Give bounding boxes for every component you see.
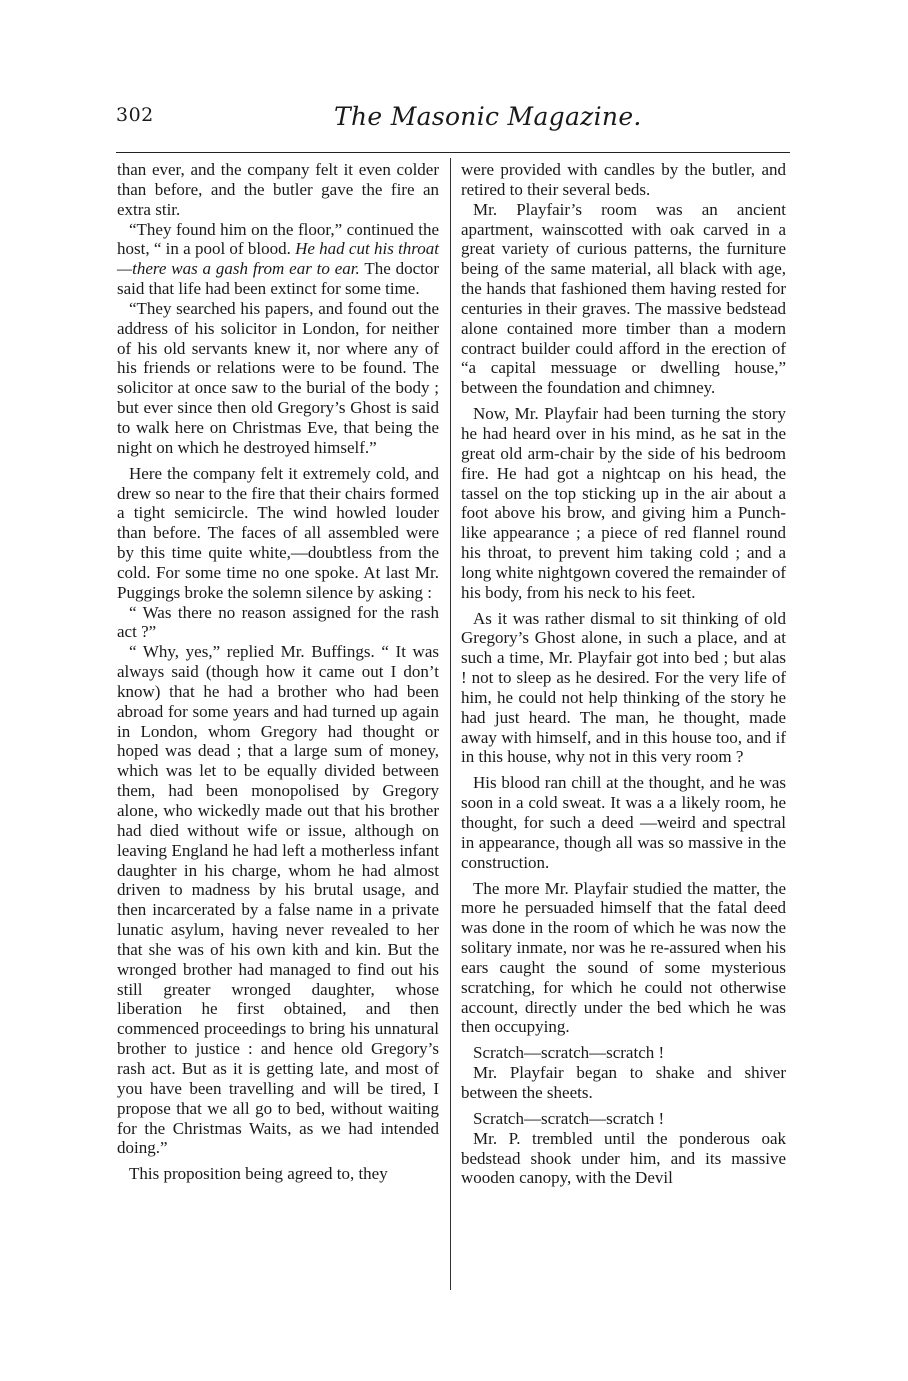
paragraph: Scratch—scratch—scratch ! [473, 1043, 665, 1063]
paragraph: Mr. Playfair began to shake and shiver between the sheets. [461, 1063, 786, 1102]
italic-text: He had cut his throat—there was a gash from ear to ear. [117, 239, 439, 279]
header-rule [116, 152, 790, 153]
paragraph: Here the company felt it extremely cold, and drew so near to the fire that their chairs formed a tight semicircle. The wind howled louder than before. The faces of all assembled were by this time quite white,—doubtless from the cold. For some time no one spoke. At last Mr. Puggings broke the solemn silence by asking : [117, 463, 439, 602]
paragraph: were provided with candles by the butler, and retired to their several beds. [461, 160, 786, 199]
paragraph: His blood ran chill at the thought, and he was soon in a cold sweat. It was a a likely room, he thought, for such a deed —weird and spectral in appearance, though all was so massive in the construction. [461, 773, 786, 872]
text-span: “They found him on the floor,” continued the host, “ in a pool of blood. [117, 219, 439, 259]
left-column [117, 160, 439, 1184]
paragraph: “ Was there no reason assigned for the rash act ?” [117, 602, 439, 642]
paragraph: Mr. P. trembled until the ponderous oak bedstead shook under him, and its massive wooden canopy, with the Devil [461, 1128, 786, 1188]
paragraph: Mr. Playfair’s room was an ancient apartment, wainscotted with oak carved in a great variety of curious patterns, the furniture being of the same material, all black with age, the hands that fashioned them having rested for centuries in their graves. The massive bedstead alone contained more timber than a modern contract builder could afford in the erection of “a capital messuage or dwelling house,” between the foundation and chimney. [461, 199, 786, 398]
text-span: The doctor said that life had been extinct for some time. [117, 259, 440, 299]
paragraph [117, 220, 439, 299]
paragraph: Scratch—scratch—scratch ! [473, 1108, 665, 1128]
paragraph: than ever, and the company felt it even colder than before, and the butler gave the fire an extra stir. [117, 160, 439, 219]
paragraph: The more Mr. Playfair studied the matter, the more he persuaded himself that the fatal deed was done in the room of which he was now the solitary inmate, nor was he re-assured when his ears caught the sound of some mysterious scratching, for which he could not otherwise account, directly under the bed which he was then occupying. [461, 878, 786, 1037]
paragraph: “ Why, yes,” replied Mr. Buffings. “ It was always said (though how it came out I don’t know) that he had a brother who had been abroad for some years and had turned up again in London, whom Gregory had thought or hoped was dead ; that a large sum of money, which was let to be equally divided between them, had been monopolised by Gregory alone, who wickedly made out that his brother had died without wife or issue, although on leaving England he had left a motherless infant daughter in his charge, whom he had almost driven to madness by his brutal usage, and then incarcerated by a false name in a private lunatic asylum, having never revealed to her that she was of his own kith and kin. But the wronged brother had managed to find out his still greater wronged daughter, whose liberation he first obtained, and then commenced proceedings to bring his unnatural brother to justice : and hence old Gregory’s rash act. But as it is getting late, and most of you have been travelling and will be tired, I propose that we all go to bed, without waiting for the Christmas Waits, as we had intended doing.” [117, 642, 439, 1158]
paragraph: As it was rather dismal to sit thinking of old Gregory’s Ghost alone, in such a place, and at such a time, Mr. Playfair got into bed ; but alas ! not to sleep as he desired. For the very life of him, he could not help thinking of the story he had just heard. The man, he thought, made away with himself, and in this house too, and if in this house, why not in this very room ? [461, 608, 786, 767]
column-divider [450, 158, 451, 1290]
paragraph: “They searched his papers, and found out the address of his solicitor in London, for neither of his old servants knew it, nor where any of his friends or relations were to be found. The solicitor at once saw to the burial of the body ; but ever since then old Gregory’s Ghost is said to walk here on Christmas Eve, that being the night on which he destroyed himself.” [117, 298, 439, 457]
right-column [461, 160, 786, 1188]
page-number: 302 [116, 104, 154, 126]
paragraph: This proposition being agreed to, they [129, 1164, 388, 1184]
running-title: The Masonic Magazine. [334, 102, 642, 131]
paragraph: Now, Mr. Playfair had been turning the story he had heard over in his mind, as he sat in the great old arm-chair by the side of his bedroom fire. He had got a nightcap on his head, the tassel on the top sticking up in the air about a foot above his brow, and giving him a Punch-like appearance ; a piece of red flannel round his throat, to prevent him taking cold ; and a long white nightgown covered the remainder of his body, from his neck to his feet. [461, 404, 786, 602]
